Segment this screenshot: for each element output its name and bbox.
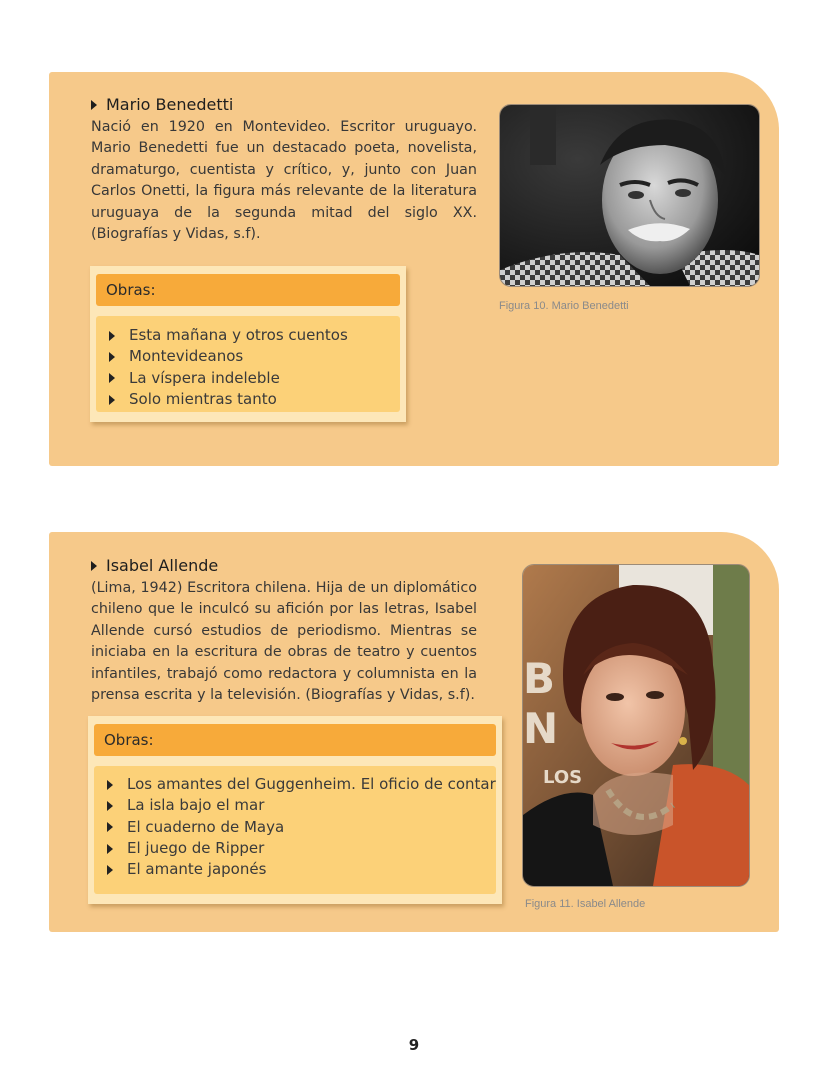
list-item: La isla bajo el mar [94,795,496,816]
list-item: Esta mañana y otros cuentos [96,325,400,346]
author-photo-benedetti [499,104,760,287]
author-bio: (Lima, 1942) Escritora chilena. Hija de un diplomático chileno que le inculcó su afición por las letras, Isabel Allende cursó estudios de periodismo. Mientras se iniciaba en la escritura de obras de teatro y cuentos infantiles, trabajó como redactora y columnista en la prensa escrita y la televisión. (Biografías y Vidas, s.f). [91,580,477,704]
author-name: Mario Benedetti [91,95,233,114]
works-box [90,266,406,422]
works-list [94,766,496,894]
list-item: El amante japonés [94,859,496,880]
bullet-triangle-icon [109,352,115,362]
bullet-triangle-icon [107,844,113,854]
list-item: El cuaderno de Maya [94,817,496,838]
bullet-triangle-icon [107,780,113,790]
figure-caption: Figura 10. Mario Benedetti [499,300,629,312]
portrait-image [523,565,749,886]
works-box [88,716,502,904]
author-bio: Nació en 1920 en Montevideo. Escritor uruguayo. Mario Benedetti fue un destacado poeta, novelista, dramaturgo, cuentista y crítico, y, junto con Juan Carlos Onetti, la figura más relevante de la literatura uruguaya de la segunda mitad del siglo XX. (Biografías y Vidas, s.f). [91,119,477,243]
author-photo-allende [522,564,750,887]
bullet-triangle-icon [91,561,97,571]
portrait-image [500,105,759,286]
works-title: Obras: [94,724,496,756]
bullet-triangle-icon [107,865,113,875]
works-title: Obras: [96,274,400,306]
author-name: Isabel Allende [91,556,218,575]
list-item: Solo mientras tanto [96,389,400,410]
page-number: 9 [408,1036,420,1054]
bullet-triangle-icon [107,801,113,811]
list-item: La víspera indeleble [96,368,400,389]
backdrop-letter: B [523,654,556,703]
backdrop-letter: N [523,704,559,753]
bullet-triangle-icon [109,395,115,405]
bullet-triangle-icon [107,822,113,832]
backdrop-letter: LOS [543,767,583,788]
works-list [96,316,400,412]
list-item: Los amantes del Guggenheim. El oficio de contar [94,774,496,795]
bullet-triangle-icon [91,100,97,110]
list-item: El juego de Ripper [94,838,496,859]
bullet-triangle-icon [109,373,115,383]
bullet-triangle-icon [109,331,115,341]
list-item: Montevideanos [96,346,400,367]
figure-caption: Figura 11. Isabel Allende [525,898,646,910]
